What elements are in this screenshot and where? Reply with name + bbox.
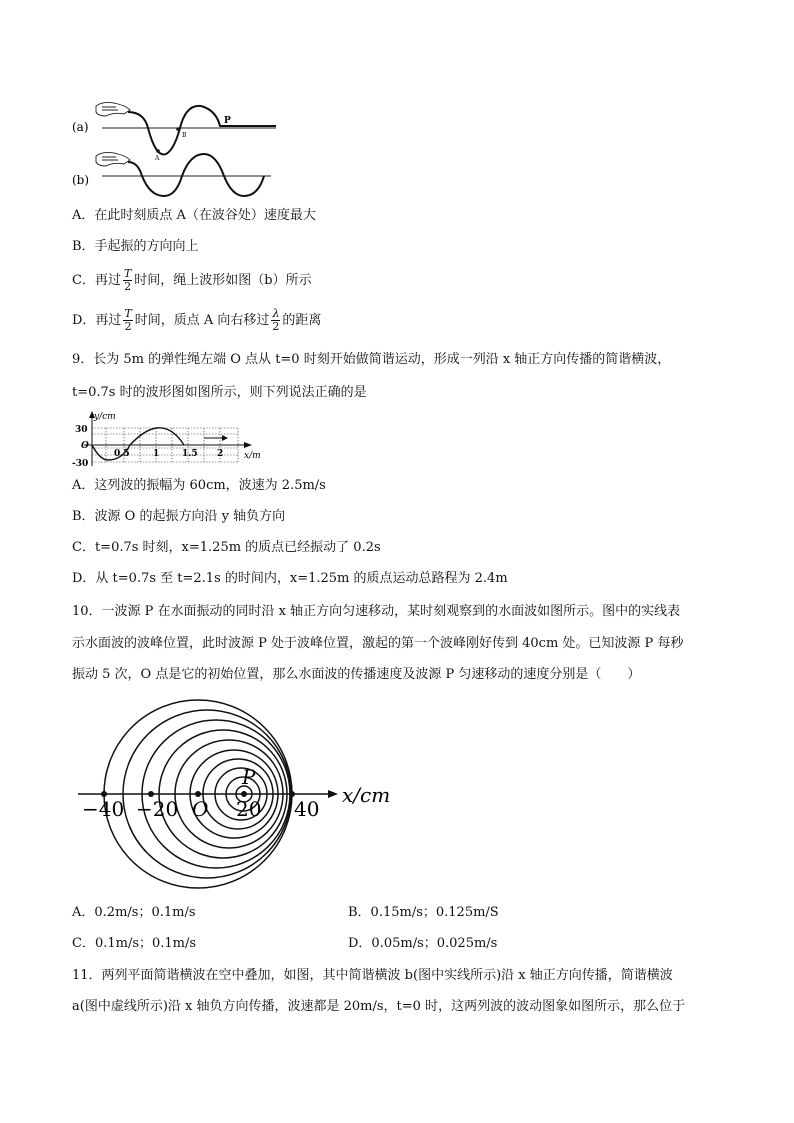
fraction-t-over-2 bbox=[123, 268, 132, 293]
hand-icon-b bbox=[96, 152, 130, 166]
axis-x-label: x/m bbox=[244, 451, 261, 461]
tick-neg30: -30 bbox=[72, 459, 89, 469]
q9-option-a[interactable]: A．这列波的振幅为 60cm，波速为 2.5m/s bbox=[72, 478, 326, 493]
rope-wave-b bbox=[128, 154, 264, 196]
q8-option-c-prefix: C．再过 bbox=[72, 273, 121, 288]
q10-option-d[interactable]: D．0.05m/s；0.025m/s bbox=[348, 936, 498, 951]
source-p-label: P bbox=[242, 765, 256, 789]
point-b-label: B bbox=[182, 132, 187, 139]
q8-option-b[interactable]: B．手起振的方向向上 bbox=[72, 239, 199, 254]
q9-option-d[interactable]: D．从 t=0.7s 至 t=2.1s 的时间内，x=1.25m 的质点运动总路程为 2.4m bbox=[72, 571, 508, 586]
tick-1.5: 1.5 bbox=[182, 449, 198, 459]
tick-neg40: −40 bbox=[82, 797, 125, 821]
q11-stem-line-1: 11．两列平面简谐横波在空中叠加，如图，其中简谐横波 b(图中实线所示)沿 x 轴正方向传播，简谐横波 bbox=[72, 968, 673, 983]
q8-option-c-suffix: 时间，绳上波形如图（b）所示 bbox=[134, 273, 312, 288]
rope-wave-a bbox=[128, 106, 276, 155]
point-p-label: P bbox=[224, 116, 231, 126]
q10-stem-line-3: 振动 5 次，O 点是它的初始位置，那么水面波的传播速度及波源 P 匀速移动的速度分别是（ ） bbox=[72, 667, 641, 682]
q10-option-a[interactable]: A．0.2m/s；0.1m/s bbox=[72, 905, 196, 920]
q10-option-c[interactable]: C．0.1m/s；0.1m/s bbox=[72, 936, 197, 951]
frac-num: T bbox=[124, 307, 132, 320]
q8-option-d-prefix: D．再过 bbox=[72, 313, 122, 328]
fraction-t-over-2 bbox=[123, 308, 132, 333]
tick-0.5: 0.5 bbox=[114, 449, 130, 459]
x-axis-arrow-icon bbox=[244, 442, 252, 448]
q10-option-b[interactable]: B．0.15m/s；0.125m/S bbox=[348, 905, 499, 920]
q8-rope-figure bbox=[66, 96, 286, 202]
q8-option-d[interactable] bbox=[72, 308, 321, 333]
tick-origin: O bbox=[81, 441, 89, 451]
q10-water-wave-figure bbox=[72, 696, 402, 892]
frac-den: 2 bbox=[124, 280, 132, 293]
q9-stem-line-2: t=0.7s 时的波形图如图所示，则下列说法正确的是 bbox=[72, 385, 367, 400]
frac-den: 2 bbox=[124, 320, 132, 333]
axis-y-label: y/cm bbox=[94, 412, 116, 422]
q9-wave-graph bbox=[72, 408, 268, 470]
q10-stem-line-2: 示水面波的波峰位置，此时波源 P 处于波峰位置，激起的第一个波峰刚好传到 40cm 处。已知波源 P 每秒 bbox=[72, 636, 684, 651]
fraction-lambda-over-2 bbox=[271, 308, 280, 333]
tick-neg20: −20 bbox=[136, 797, 179, 821]
point-a-dot bbox=[156, 149, 160, 153]
tick-40: 40 bbox=[294, 797, 320, 821]
x-axis-arrow-icon bbox=[328, 790, 338, 798]
q11-stem-line-2: a(图中虚线所示)沿 x 轴负方向传播，波速都是 20m/s，t=0 时，这两列波的波动图象如图所示，那么位于 bbox=[72, 999, 686, 1014]
tick-30: 30 bbox=[75, 425, 88, 435]
fig-b-label: (b) bbox=[72, 173, 90, 187]
frac-num: λ bbox=[272, 307, 280, 320]
tick-origin: O bbox=[192, 797, 209, 821]
q9-option-c[interactable]: C．t=0.7s 时刻，x=1.25m 的质点已经振动了 0.2s bbox=[72, 540, 381, 555]
axis-x-label: x/cm bbox=[342, 783, 391, 807]
tick-2: 2 bbox=[217, 449, 224, 459]
q8-option-d-mid: 时间，质点 A 向右移过 bbox=[134, 313, 270, 328]
frac-num: T bbox=[123, 267, 132, 280]
frac-den: 2 bbox=[272, 320, 280, 333]
tick-1: 1 bbox=[153, 449, 160, 459]
q10-stem-line-1: 10．一波源 P 在水面振动的同时沿 x 轴正方向匀速移动，某时刻观察到的水面波如图所示。图中的实线表 bbox=[72, 604, 681, 619]
q8-option-c[interactable] bbox=[72, 268, 312, 293]
q8-option-d-suffix: 的距离 bbox=[282, 313, 322, 328]
propagation-arrow-icon bbox=[222, 435, 228, 441]
q9-stem-line-1: 9．长为 5m 的弹性绳左端 O 点从 t=0 时刻开始做简谐运动，形成一列沿 x 轴正方向传播的简谐横波， bbox=[72, 352, 671, 367]
point-b-dot bbox=[176, 127, 180, 131]
q8-option-a[interactable]: A．在此时刻质点 A（在波谷处）速度最大 bbox=[72, 208, 316, 223]
tick-20: 20 bbox=[236, 797, 262, 821]
q9-option-b[interactable]: B．波源 O 的起振方向沿 y 轴负方向 bbox=[72, 509, 286, 524]
point-a-label: A bbox=[155, 155, 160, 162]
hand-icon-a bbox=[96, 102, 130, 116]
fig-a-label: (a) bbox=[72, 120, 89, 134]
